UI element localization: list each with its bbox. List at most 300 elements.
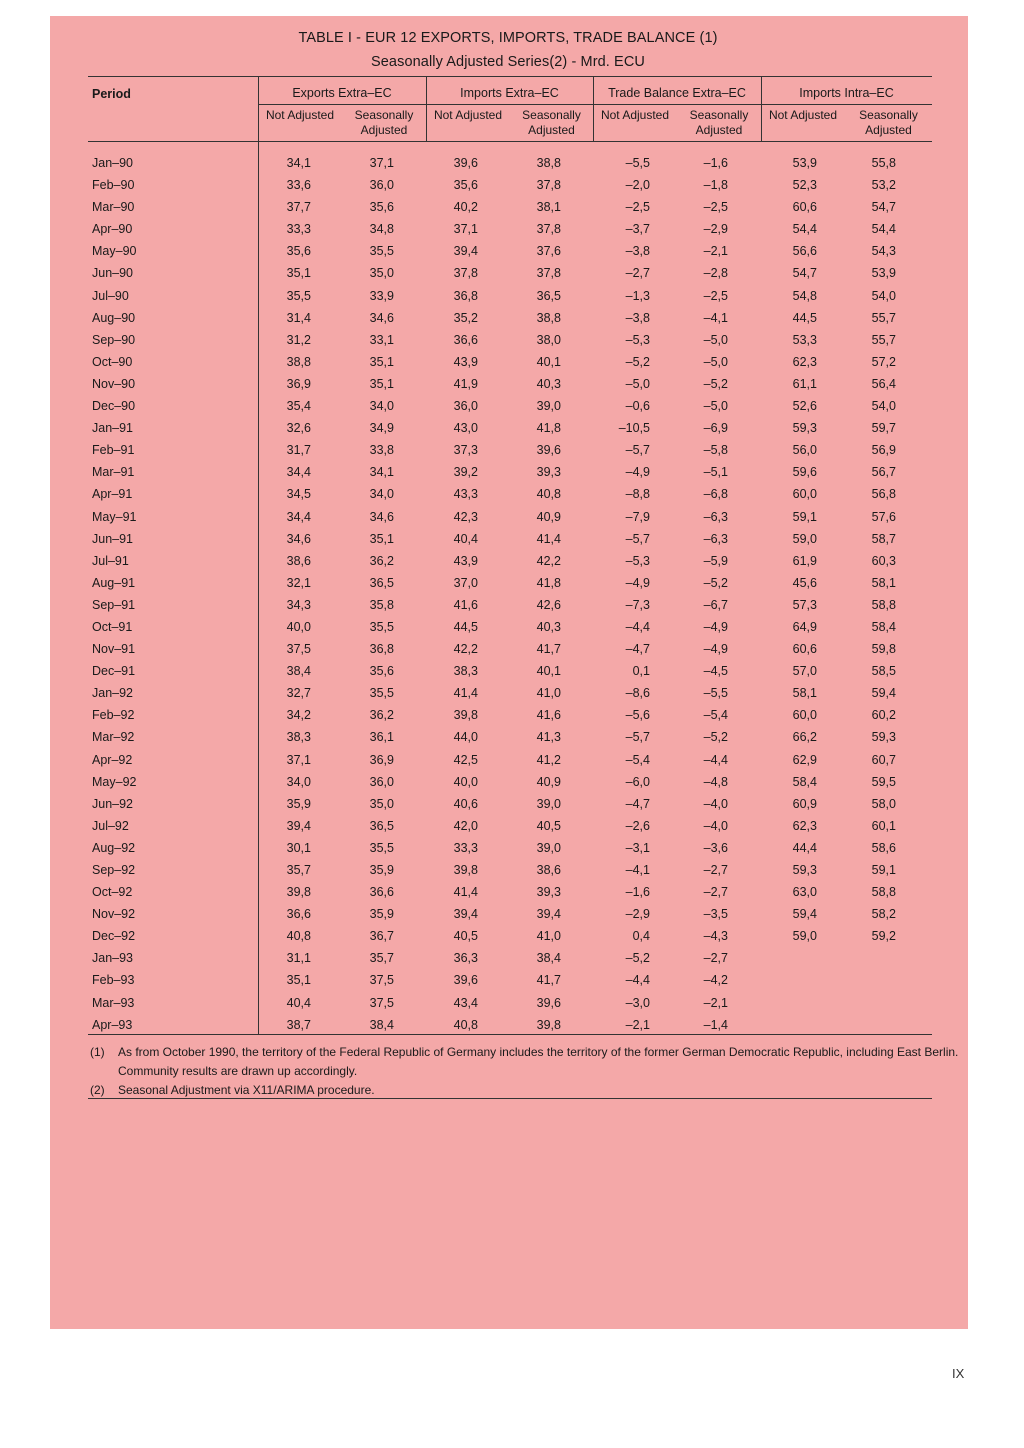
exports-seasonally-adjusted-cell: 36,5 [369, 818, 394, 833]
imports-seasonally-adjusted-cell: 41,7 [536, 973, 561, 988]
balance-not-adjusted-cell: –2,7 [625, 266, 650, 281]
imports-seasonally-adjusted-cell: 41,8 [536, 421, 561, 436]
exports-seasonally-adjusted-cell: 34,9 [369, 421, 394, 436]
imports-not-adjusted-cell: 41,4 [453, 686, 478, 701]
period-cell: Sep–92 [92, 863, 136, 877]
balance-seasonally-adjusted-cell: –3,6 [703, 840, 728, 855]
intra-ec-seasonally-adjusted-cell: 58,7 [871, 531, 896, 546]
imports-seasonally-adjusted-cell: 38,6 [536, 863, 561, 877]
balance-seasonally-adjusted-cell: –5,4 [703, 708, 728, 723]
table-row [0, 220, 1024, 242]
table-body [0, 154, 1024, 1038]
imports-extra-ec-header: Imports Extra–EC [460, 86, 559, 100]
period-cell: Jul–91 [92, 553, 129, 568]
imports-not-adjusted-cell: 40,2 [453, 200, 478, 215]
imports-seasonally-adjusted-cell: 40,1 [536, 354, 561, 369]
exports-seasonally-adjusted-cell: 36,2 [369, 708, 394, 723]
intra-ec-not-adjusted-cell: 45,6 [792, 575, 817, 590]
imports-seasonally-adjusted-cell: 40,5 [536, 818, 561, 833]
exports-not-adjusted-cell: 37,7 [286, 200, 311, 215]
period-cell: Feb–92 [92, 708, 135, 723]
intra-ec-seasonally-adjusted-cell: 59,3 [871, 730, 896, 745]
exports-seasonally-adjusted-cell: 36,0 [369, 178, 394, 193]
exports-seasonally-adjusted-cell: 34,1 [369, 465, 394, 480]
table-row [0, 971, 1024, 993]
intra-ec-not-adjusted-cell: 52,6 [792, 399, 817, 414]
exports-seasonally-adjusted-cell: 35,0 [369, 796, 394, 811]
table-row [0, 684, 1024, 706]
page-number: IX [952, 1366, 965, 1381]
exports-not-adjusted-cell: 32,6 [286, 421, 311, 436]
balance-seasonally-adjusted-cell: –1,4 [703, 1017, 728, 1032]
exports-not-adjusted-cell: 34,3 [286, 597, 311, 612]
balance-seasonally-adjusted-cell: –5,0 [703, 399, 728, 414]
intra-ec-seasonally-adjusted-cell: 56,4 [871, 376, 896, 391]
exports-seasonally-adjusted-cell: 36,6 [369, 885, 394, 900]
table-row [0, 773, 1024, 795]
intra-ec-seasonally-adjusted-cell: 58,1 [871, 575, 896, 590]
exports-not-adjusted-cell: 34,4 [286, 465, 311, 480]
table-row [0, 574, 1024, 596]
balance-not-adjusted-cell: –4,1 [625, 863, 650, 877]
balance-seasonally-adjusted-cell: –5,5 [703, 686, 728, 701]
imports-seasonally-adjusted-cell: 37,8 [536, 266, 561, 281]
exports-seasonally-adjusted-cell: 35,5 [369, 686, 394, 701]
balance-not-adjusted-cell: 0,4 [632, 929, 650, 944]
imports-not-adjusted-cell: 39,4 [453, 907, 478, 922]
exports-seasonally-adjusted-cell: 36,8 [369, 642, 394, 657]
intra-ec-not-adjusted-cell: 57,0 [792, 664, 817, 679]
period-cell: Jan–93 [92, 951, 134, 966]
imports-seasonally-adjusted-cell: 39,6 [536, 443, 561, 458]
balance-not-adjusted-cell: –5,6 [625, 708, 650, 723]
period-cell: Mar–91 [92, 465, 135, 480]
period-cell: Apr–91 [92, 487, 133, 502]
exports-seasonally-adjusted-cell: 37,1 [369, 156, 394, 170]
intra-ec-not-adjusted-cell: 59,0 [792, 929, 817, 944]
exports-seasonally-adjusted-cell: 35,6 [369, 200, 394, 215]
table-row [0, 1016, 1024, 1038]
table-row [0, 596, 1024, 618]
exports-not-adjusted-cell: 34,6 [286, 531, 311, 546]
period-cell: Mar–90 [92, 200, 135, 215]
intra-ec-seasonally-adjusted-cell: 59,5 [871, 774, 896, 789]
intra-ec-seasonally-adjusted-cell: 54,0 [871, 288, 896, 303]
period-cell: Sep–90 [92, 332, 136, 347]
exports-seasonally-adjusted-cell: 34,6 [369, 310, 394, 325]
table-row [0, 817, 1024, 839]
period-cell: Dec–92 [92, 929, 136, 944]
exports-seasonally-adjusted-cell: 35,8 [369, 597, 394, 612]
intra-ec-seasonally-adjusted-cell: 54,3 [871, 244, 896, 259]
balance-not-adjusted-cell: –4,7 [625, 642, 650, 657]
balance-seasonally-adjusted-cell: –2,5 [703, 200, 728, 215]
exports-not-adjusted-cell: 35,7 [286, 863, 311, 877]
intra-ec-seasonally-adjusted-cell: 54,0 [871, 399, 896, 414]
intra-ec-seasonally-adjusted-cell: 59,7 [871, 421, 896, 436]
period-cell: Jul–92 [92, 818, 129, 833]
imports-not-adjusted-cell: 39,6 [453, 973, 478, 988]
intra-ec-seasonally-adjusted-cell: 60,2 [871, 708, 896, 723]
imports-seasonally-adjusted-cell: 40,3 [536, 376, 561, 391]
intra-ec-seasonally-adjusted-cell: 53,9 [871, 266, 896, 281]
table-row [0, 795, 1024, 817]
footnote-2-label: (2) [90, 1083, 105, 1097]
imports-not-adjusted-cell: 43,3 [453, 487, 478, 502]
table-row [0, 264, 1024, 286]
group-underline [258, 104, 932, 105]
balance-not-adjusted-cell: –5,3 [625, 553, 650, 568]
intra-ec-not-adjusted-cell: 54,7 [792, 266, 817, 281]
exports-not-adjusted-cell: 34,4 [286, 509, 311, 524]
period-cell: Aug–90 [92, 310, 136, 325]
exports-not-adjusted-cell: 40,4 [286, 995, 311, 1010]
table-row [0, 640, 1024, 662]
imports-not-adjusted-cell: 44,5 [453, 619, 478, 634]
intra-ec-seasonally-adjusted-cell: 58,4 [871, 619, 896, 634]
exports-not-adjusted-cell: 35,4 [286, 399, 311, 414]
intra-ec-seasonally-adjusted-cell: 58,5 [871, 664, 896, 679]
imports-seasonally-adjusted-cell: 41,2 [536, 752, 561, 767]
balance-seasonally-adjusted-cell: –4,9 [703, 642, 728, 657]
imports-seasonally-adjusted-cell: 39,0 [536, 840, 561, 855]
imports-seasonally-adjusted-cell: 39,8 [536, 1017, 561, 1032]
table-row [0, 176, 1024, 198]
exports-not-adjusted-cell: 40,0 [286, 619, 311, 634]
balance-not-adjusted-cell: –4,4 [625, 619, 650, 634]
balance-not-adjusted-cell: –6,0 [625, 774, 650, 789]
exports-not-adjusted-cell: 35,1 [286, 973, 311, 988]
exports-seasonally-adjusted-cell: 38,4 [369, 1017, 394, 1032]
intra-ec-not-adjusted-cell: 44,4 [792, 840, 817, 855]
balance-not-adjusted-cell: –2,1 [625, 1017, 650, 1032]
intra-ec-not-adjusted-cell: 62,3 [792, 354, 817, 369]
seasonally-adjusted-subheader: Seasonally Adjusted [859, 108, 918, 137]
period-cell: Feb–93 [92, 973, 135, 988]
exports-not-adjusted-cell: 31,1 [286, 951, 311, 966]
period-cell: Jun–90 [92, 266, 134, 281]
exports-seasonally-adjusted-cell: 36,0 [369, 774, 394, 789]
intra-ec-seasonally-adjusted-cell: 54,7 [871, 200, 896, 215]
table-row [0, 618, 1024, 640]
seasonally-adjusted-subheader: Seasonally Adjusted [354, 108, 414, 137]
balance-not-adjusted-cell: –2,6 [625, 818, 650, 833]
balance-seasonally-adjusted-cell: –5,0 [703, 332, 728, 347]
exports-not-adjusted-cell: 32,1 [286, 575, 311, 590]
period-cell: Oct–91 [92, 619, 133, 634]
imports-not-adjusted-cell: 40,4 [453, 531, 478, 546]
exports-not-adjusted-cell: 34,1 [286, 156, 311, 170]
imports-not-adjusted-cell: 40,5 [453, 929, 478, 944]
intra-ec-not-adjusted-cell: 58,4 [792, 774, 817, 789]
period-cell: Jul–90 [92, 288, 129, 303]
period-cell: Apr–90 [92, 222, 133, 237]
balance-seasonally-adjusted-cell: –5,9 [703, 553, 728, 568]
balance-seasonally-adjusted-cell: –4,3 [703, 929, 728, 944]
intra-ec-seasonally-adjusted-cell: 59,1 [871, 863, 896, 877]
imports-seasonally-adjusted-cell: 38,8 [536, 156, 561, 170]
table-row [0, 463, 1024, 485]
intra-ec-not-adjusted-cell: 59,3 [792, 421, 817, 436]
table-row [0, 441, 1024, 463]
intra-ec-not-adjusted-cell: 66,2 [792, 730, 817, 745]
imports-seasonally-adjusted-cell: 37,8 [536, 178, 561, 193]
imports-intra-ec-header: Imports Intra–EC [799, 86, 894, 100]
balance-seasonally-adjusted-cell: –6,3 [703, 531, 728, 546]
exports-not-adjusted-cell: 38,4 [286, 664, 311, 679]
imports-seasonally-adjusted-cell: 36,5 [536, 288, 561, 303]
intra-ec-seasonally-adjusted-cell: 59,4 [871, 686, 896, 701]
balance-seasonally-adjusted-cell: –2,9 [703, 222, 728, 237]
balance-seasonally-adjusted-cell: –4,4 [703, 752, 728, 767]
intra-ec-not-adjusted-cell: 59,1 [792, 509, 817, 524]
imports-not-adjusted-cell: 39,4 [453, 244, 478, 259]
footnote-2 [90, 1081, 932, 1100]
balance-not-adjusted-cell: –8,8 [625, 487, 650, 502]
period-cell: Dec–90 [92, 399, 136, 414]
not-adjusted-subheader: Not Adjusted [600, 108, 670, 122]
intra-ec-seasonally-adjusted-cell: 55,8 [871, 156, 896, 170]
balance-seasonally-adjusted-cell: –5,0 [703, 354, 728, 369]
balance-not-adjusted-cell: –4,9 [625, 465, 650, 480]
table-row [0, 905, 1024, 927]
period-cell: Feb–91 [92, 443, 135, 458]
table-row [0, 353, 1024, 375]
intra-ec-seasonally-adjusted-cell: 57,2 [871, 354, 896, 369]
intra-ec-not-adjusted-cell: 53,3 [792, 332, 817, 347]
intra-ec-not-adjusted-cell: 61,1 [792, 376, 817, 391]
imports-seasonally-adjusted-cell: 37,8 [536, 222, 561, 237]
period-cell: Feb–90 [92, 178, 135, 193]
imports-seasonally-adjusted-cell: 41,0 [536, 929, 561, 944]
intra-ec-not-adjusted-cell: 59,4 [792, 907, 817, 922]
table-row [0, 154, 1024, 176]
imports-seasonally-adjusted-cell: 38,0 [536, 332, 561, 347]
exports-seasonally-adjusted-cell: 36,5 [369, 575, 394, 590]
period-cell: Jun–91 [92, 531, 134, 546]
imports-seasonally-adjusted-cell: 41,4 [536, 531, 561, 546]
intra-ec-seasonally-adjusted-cell: 59,2 [871, 929, 896, 944]
imports-not-adjusted-cell: 41,6 [453, 597, 478, 612]
balance-not-adjusted-cell: –3,8 [625, 244, 650, 259]
exports-seasonally-adjusted-cell: 35,0 [369, 266, 394, 281]
imports-not-adjusted-cell: 41,9 [453, 376, 478, 391]
table-row [0, 552, 1024, 574]
exports-not-adjusted-cell: 34,5 [286, 487, 311, 502]
period-cell: May–92 [92, 774, 137, 789]
header-top-rule [88, 76, 932, 77]
footnotes [90, 1043, 959, 1100]
table-row [0, 287, 1024, 309]
imports-not-adjusted-cell: 44,0 [453, 730, 478, 745]
table-row [0, 309, 1024, 331]
table-row [0, 198, 1024, 220]
intra-ec-not-adjusted-cell: 57,3 [792, 597, 817, 612]
imports-not-adjusted-cell: 42,0 [453, 818, 478, 833]
period-cell: Nov–92 [92, 907, 136, 922]
exports-seasonally-adjusted-cell: 35,1 [369, 531, 394, 546]
exports-seasonally-adjusted-cell: 36,2 [369, 553, 394, 568]
imports-seasonally-adjusted-cell: 40,9 [536, 509, 561, 524]
table-row [0, 508, 1024, 530]
intra-ec-not-adjusted-cell: 59,3 [792, 863, 817, 877]
exports-seasonally-adjusted-cell: 35,5 [369, 244, 394, 259]
balance-seasonally-adjusted-cell: –2,7 [703, 951, 728, 966]
imports-seasonally-adjusted-cell: 42,2 [536, 553, 561, 568]
balance-seasonally-adjusted-cell: –2,8 [703, 266, 728, 281]
imports-seasonally-adjusted-cell: 39,6 [536, 995, 561, 1010]
table-row [0, 861, 1024, 883]
balance-seasonally-adjusted-cell: –6,7 [703, 597, 728, 612]
intra-ec-seasonally-adjusted-cell: 60,1 [871, 818, 896, 833]
imports-seasonally-adjusted-cell: 39,3 [536, 465, 561, 480]
table-row [0, 375, 1024, 397]
exports-not-adjusted-cell: 39,4 [286, 818, 311, 833]
exports-not-adjusted-cell: 33,6 [286, 178, 311, 193]
period-cell: May–91 [92, 509, 137, 524]
intra-ec-seasonally-adjusted-cell: 60,7 [871, 752, 896, 767]
exports-not-adjusted-cell: 38,6 [286, 553, 311, 568]
period-cell: Aug–92 [92, 840, 136, 855]
imports-seasonally-adjusted-cell: 39,4 [536, 907, 561, 922]
table-row [0, 883, 1024, 905]
intra-ec-seasonally-adjusted-cell: 59,8 [871, 642, 896, 657]
balance-not-adjusted-cell: –1,6 [625, 885, 650, 900]
balance-not-adjusted-cell: –5,3 [625, 332, 650, 347]
balance-seasonally-adjusted-cell: –6,8 [703, 487, 728, 502]
not-adjusted-subheader: Not Adjusted [265, 108, 335, 122]
balance-not-adjusted-cell: –4,9 [625, 575, 650, 590]
intra-ec-not-adjusted-cell: 53,9 [792, 156, 817, 170]
imports-seasonally-adjusted-cell: 38,4 [536, 951, 561, 966]
table-row [0, 485, 1024, 507]
intra-ec-seasonally-adjusted-cell: 60,3 [871, 553, 896, 568]
balance-not-adjusted-cell: –3,0 [625, 995, 650, 1010]
balance-not-adjusted-cell: –3,7 [625, 222, 650, 237]
balance-not-adjusted-cell: –8,6 [625, 686, 650, 701]
period-cell: Dec–91 [92, 664, 136, 679]
period-cell: Sep–91 [92, 597, 136, 612]
exports-not-adjusted-cell: 35,6 [286, 244, 311, 259]
table-row [0, 728, 1024, 750]
balance-seasonally-adjusted-cell: –2,1 [703, 995, 728, 1010]
imports-seasonally-adjusted-cell: 39,0 [536, 796, 561, 811]
imports-not-adjusted-cell: 40,6 [453, 796, 478, 811]
balance-not-adjusted-cell: –7,9 [625, 509, 650, 524]
imports-not-adjusted-cell: 43,9 [453, 553, 478, 568]
exports-seasonally-adjusted-cell: 36,9 [369, 752, 394, 767]
balance-seasonally-adjusted-cell: –2,5 [703, 288, 728, 303]
balance-not-adjusted-cell: –4,7 [625, 796, 650, 811]
table-subtitle: Seasonally Adjusted Series(2) - Mrd. ECU [371, 54, 645, 70]
not-adjusted-subheader: Not Adjusted [768, 108, 838, 122]
exports-not-adjusted-cell: 31,4 [286, 310, 311, 325]
balance-seasonally-adjusted-cell: –1,8 [703, 178, 728, 193]
period-cell: Apr–92 [92, 752, 133, 767]
imports-seasonally-adjusted-cell: 40,8 [536, 487, 561, 502]
period-column-header: Period [92, 87, 131, 101]
imports-not-adjusted-cell: 42,5 [453, 752, 478, 767]
intra-ec-seasonally-adjusted-cell: 56,9 [871, 443, 896, 458]
imports-seasonally-adjusted-cell: 40,9 [536, 774, 561, 789]
exports-not-adjusted-cell: 34,0 [286, 774, 311, 789]
exports-not-adjusted-cell: 36,6 [286, 907, 311, 922]
balance-not-adjusted-cell: –5,2 [625, 951, 650, 966]
balance-not-adjusted-cell: –2,5 [625, 200, 650, 215]
balance-seasonally-adjusted-cell: –6,9 [703, 421, 728, 436]
exports-not-adjusted-cell: 35,1 [286, 266, 311, 281]
exports-not-adjusted-cell: 38,3 [286, 730, 311, 745]
intra-ec-not-adjusted-cell: 63,0 [792, 885, 817, 900]
imports-not-adjusted-cell: 43,4 [453, 995, 478, 1010]
balance-seasonally-adjusted-cell: –4,8 [703, 774, 728, 789]
intra-ec-not-adjusted-cell: 52,3 [792, 178, 817, 193]
imports-not-adjusted-cell: 38,3 [453, 664, 478, 679]
imports-not-adjusted-cell: 39,6 [453, 156, 478, 170]
intra-ec-not-adjusted-cell: 56,6 [792, 244, 817, 259]
imports-not-adjusted-cell: 37,8 [453, 266, 478, 281]
balance-seasonally-adjusted-cell: –4,9 [703, 619, 728, 634]
footnote-1-continuation: Community results are drawn up accordingly. [118, 1064, 358, 1078]
intra-ec-seasonally-adjusted-cell: 58,0 [871, 796, 896, 811]
period-cell: Jun–92 [92, 796, 134, 811]
exports-not-adjusted-cell: 38,7 [286, 1017, 311, 1032]
imports-seasonally-adjusted-cell: 41,6 [536, 708, 561, 723]
exports-seasonally-adjusted-cell: 34,8 [369, 222, 394, 237]
exports-not-adjusted-cell: 37,1 [286, 752, 311, 767]
intra-ec-not-adjusted-cell: 58,1 [792, 686, 817, 701]
exports-seasonally-adjusted-cell: 37,5 [369, 973, 394, 988]
balance-seasonally-adjusted-cell: –4,1 [703, 310, 728, 325]
balance-not-adjusted-cell: –10,5 [618, 421, 650, 436]
balance-not-adjusted-cell: –0,6 [625, 399, 650, 414]
exports-extra-ec-header: Exports Extra–EC [292, 86, 392, 100]
imports-not-adjusted-cell: 42,2 [453, 642, 478, 657]
period-cell: Oct–92 [92, 885, 133, 900]
balance-seasonally-adjusted-cell: –3,5 [703, 907, 728, 922]
footnote-1 [90, 1043, 959, 1062]
intra-ec-not-adjusted-cell: 60,0 [792, 708, 817, 723]
balance-seasonally-adjusted-cell: –2,7 [703, 885, 728, 900]
table-row [0, 751, 1024, 773]
intra-ec-not-adjusted-cell: 60,9 [792, 796, 817, 811]
period-cell: Jan–92 [92, 686, 134, 701]
intra-ec-seasonally-adjusted-cell: 55,7 [871, 332, 896, 347]
exports-not-adjusted-cell: 38,8 [286, 354, 311, 369]
exports-seasonally-adjusted-cell: 33,1 [369, 332, 394, 347]
exports-seasonally-adjusted-cell: 35,9 [369, 863, 394, 877]
period-cell: May–90 [92, 244, 137, 259]
balance-not-adjusted-cell: –5,2 [625, 354, 650, 369]
imports-seasonally-adjusted-cell: 41,8 [536, 575, 561, 590]
exports-seasonally-adjusted-cell: 35,6 [369, 664, 394, 679]
intra-ec-seasonally-adjusted-cell: 58,2 [871, 907, 896, 922]
imports-seasonally-adjusted-cell: 38,8 [536, 310, 561, 325]
imports-not-adjusted-cell: 36,3 [453, 951, 478, 966]
exports-not-adjusted-cell: 34,2 [286, 708, 311, 723]
imports-not-adjusted-cell: 40,8 [453, 1017, 478, 1032]
imports-not-adjusted-cell: 33,3 [453, 840, 478, 855]
intra-ec-seasonally-adjusted-cell: 58,8 [871, 597, 896, 612]
table-row [0, 242, 1024, 264]
period-cell: Jan–91 [92, 421, 134, 436]
table-row [0, 530, 1024, 552]
exports-seasonally-adjusted-cell: 35,5 [369, 840, 394, 855]
exports-seasonally-adjusted-cell: 36,7 [369, 929, 394, 944]
exports-not-adjusted-cell: 30,1 [286, 840, 311, 855]
imports-not-adjusted-cell: 42,3 [453, 509, 478, 524]
imports-seasonally-adjusted-cell: 41,0 [536, 686, 561, 701]
